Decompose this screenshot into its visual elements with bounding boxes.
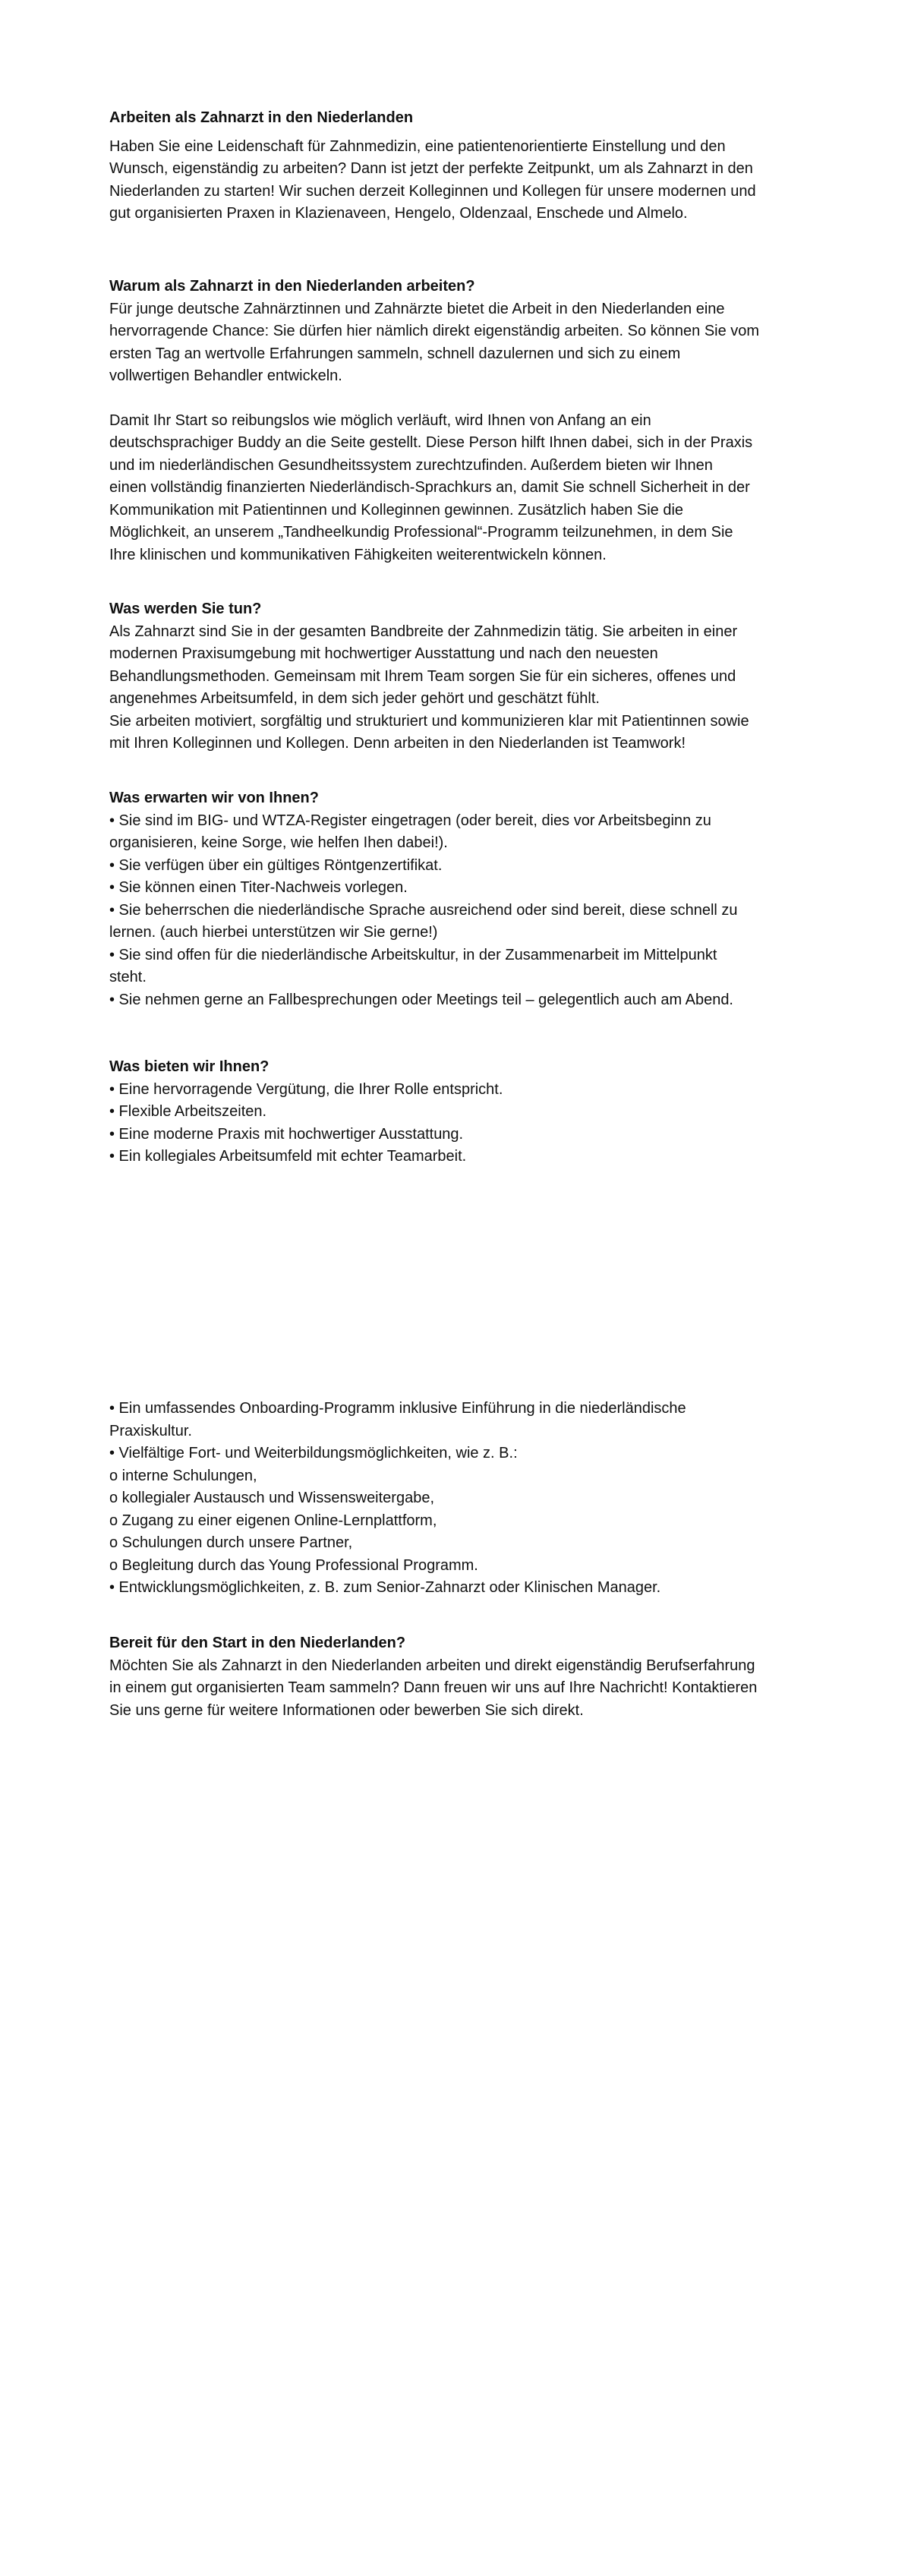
list-item: • Flexible Arbeitszeiten. <box>109 1103 267 1120</box>
paragraph-line: Möglichkeit, an unserem „Tandheelkundig Professional“-Programm teilzunehmen, in dem Sie <box>109 524 733 541</box>
paragraph-line: Möchten Sie als Zahnarzt in den Niederlanden arbeiten und direkt eigenständig Berufserfahrung <box>109 1657 755 1674</box>
intro-line: gut organisierten Praxen in Klazienaveen, Hengelo, Oldenzaal, Enschede und Almelo. <box>109 205 688 222</box>
list-item: • Sie können einen Titer-Nachweis vorlegen. <box>109 879 408 896</box>
intro-line: Niederlanden zu starten! Wir suchen derzeit Kolleginnen und Kollegen für unsere modernen und <box>109 182 756 200</box>
list-item: • Eine moderne Praxis mit hochwertiger Ausstattung. <box>109 1125 464 1143</box>
section-heading: Was erwarten wir von Ihnen? <box>109 790 319 806</box>
offer-continued-section <box>109 1398 808 1600</box>
section-heading: Warum als Zahnarzt in den Niederlanden arbeiten? <box>109 278 475 295</box>
list-item: steht. <box>109 969 147 985</box>
paragraph-line: hervorragende Chance: Sie dürfen hier nämlich direkt eigenständig arbeiten. So können Sie vom <box>109 323 760 339</box>
list-item: • Sie sind offen für die niederländische Arbeitskultur, in der Zusammenarbeit im Mittelpunkt <box>109 946 717 963</box>
spacer <box>109 388 808 410</box>
paragraph-line: angenehmes Arbeitsumfeld, in dem sich jeder gehört und geschätzt fühlt. <box>109 690 600 707</box>
list-item: • Ein kollegiales Arbeitsumfeld mit echter Teamarbeit. <box>109 1148 467 1165</box>
list-item: o interne Schulungen, <box>109 1467 257 1484</box>
paragraph-line: in einem gut organisierten Team sammeln? Dann freuen wir uns auf Ihre Nachricht! Kontaktieren <box>109 1679 758 1696</box>
paragraph-line: Behandlungsmethoden. Gemeinsam mit Ihrem Team sorgen Sie für ein sicheres, offenes und <box>109 667 736 685</box>
list-item: • Ein umfassendes Onboarding-Programm inklusive Einführung in die niederländische <box>109 1400 686 1417</box>
paragraph-line: und im niederländischen Gesundheitssystem zurechtzufinden. Außerdem bieten wir Ihnen <box>109 456 713 474</box>
list-item: o Schulungen durch unsere Partner, <box>109 1534 353 1551</box>
paragraph-line: Kommunikation mit Patientinnen und Kolleginnen gewinnen. Zusätzlich haben Sie die <box>109 501 684 519</box>
list-item: • Sie nehmen gerne an Fallbesprechungen oder Meetings teil – gelegentlich auch am Abend. <box>109 991 733 1008</box>
paragraph-line: mit Ihren Kolleginnen und Kollegen. Denn arbeiten in den Niederlanden ist Teamwork! <box>109 735 686 752</box>
offer-section <box>109 1056 808 1168</box>
start-section <box>109 1632 808 1722</box>
paragraph-line: Als Zahnarzt sind Sie in der gesamten Bandbreite der Zahnmedizin tätig. Sie arbeiten in einer <box>109 623 738 640</box>
list-item: • Sie sind im BIG- und WTZA-Register eingetragen (oder bereit, dies vor Arbeitsbeginn zu <box>109 812 711 829</box>
list-item: Praxiskultur. <box>109 1422 192 1439</box>
list-item: lernen. (auch hierbei unterstützen wir Sie gerne!) <box>109 924 438 941</box>
paragraph-line: deutschsprachiger Buddy an die Seite gestellt. Diese Person hilft Ihnen dabei, sich in der Praxis <box>109 434 753 451</box>
list-item: • Entwicklungsmöglichkeiten, z. B. zum Senior-Zahnarzt oder Klinischen Manager. <box>109 1579 661 1596</box>
list-item: • Sie beherrschen die niederländische Sprache ausreichend oder sind bereit, diese schnell zu <box>109 901 738 919</box>
paragraph-line: Damit Ihr Start so reibungslos wie möglich verläuft, wird Ihnen von Anfang an ein <box>109 411 651 429</box>
paragraph-line: modernen Praxisumgebung mit hochwertiger Ausstattung und nach den neuesten <box>109 645 658 662</box>
section-heading: Was werden Sie tun? <box>109 601 262 617</box>
paragraph-line: vollwertigen Behandler entwickeln. <box>109 367 342 384</box>
paragraph-line: Sie arbeiten motiviert, sorgfältig und strukturiert und kommunizieren klar mit Patientinnen sowie <box>109 712 749 730</box>
list-item: • Eine hervorragende Vergütung, die Ihrer Rolle entspricht. <box>109 1080 503 1098</box>
spacer <box>109 130 808 136</box>
list-item: • Vielfältige Fort- und Weiterbildungsmöglichkeiten, wie z. B.: <box>109 1445 518 1461</box>
section-heading: Bereit für den Start in den Niederlanden? <box>109 1635 406 1651</box>
section-heading: Was bieten wir Ihnen? <box>109 1058 270 1075</box>
intro-line: Haben Sie eine Leidenschaft für Zahnmedizin, eine patientenorientierte Einstellung und den <box>109 137 726 155</box>
paragraph-line: einen vollständig finanzierten Niederländisch-Sprachkurs an, damit Sie schnell Sicherheit in der <box>109 479 750 496</box>
list-item: o Zugang zu einer eigenen Online-Lernplattform, <box>109 1512 437 1529</box>
tasks-section <box>109 598 808 755</box>
paragraph-line: Ihre klinischen und kommunikativen Fähigkeiten weiterentwickeln können. <box>109 546 607 563</box>
page-title: Arbeiten als Zahnarzt in den Niederlanden <box>109 109 414 126</box>
why-section <box>109 276 808 566</box>
list-item: o kollegialer Austausch und Wissensweitergabe, <box>109 1490 435 1506</box>
paragraph-line: Für junge deutsche Zahnärztinnen und Zahnärzte bietet die Arbeit in den Niederlanden eine <box>109 300 725 317</box>
intro-line: Wunsch, eigenständig zu arbeiten? Dann ist jetzt der perfekte Zeitpunkt, um als Zahnarzt in den <box>109 160 753 177</box>
list-item: organisieren, keine Sorge, wie helfen Ihen dabei!). <box>109 834 448 851</box>
list-item: o Begleitung durch das Young Professional Programm. <box>109 1556 478 1574</box>
expectations-section <box>109 787 808 1011</box>
list-item: • Sie verfügen über ein gültiges Röntgenzertifikat. <box>109 856 443 874</box>
paragraph-line: ersten Tag an wertvolle Erfahrungen sammeln, schnell dazulernen und sich zu einem <box>109 345 681 362</box>
intro-section <box>109 107 808 225</box>
paragraph-line: Sie uns gerne für weitere Informationen oder bewerben Sie sich direkt. <box>109 1701 584 1719</box>
